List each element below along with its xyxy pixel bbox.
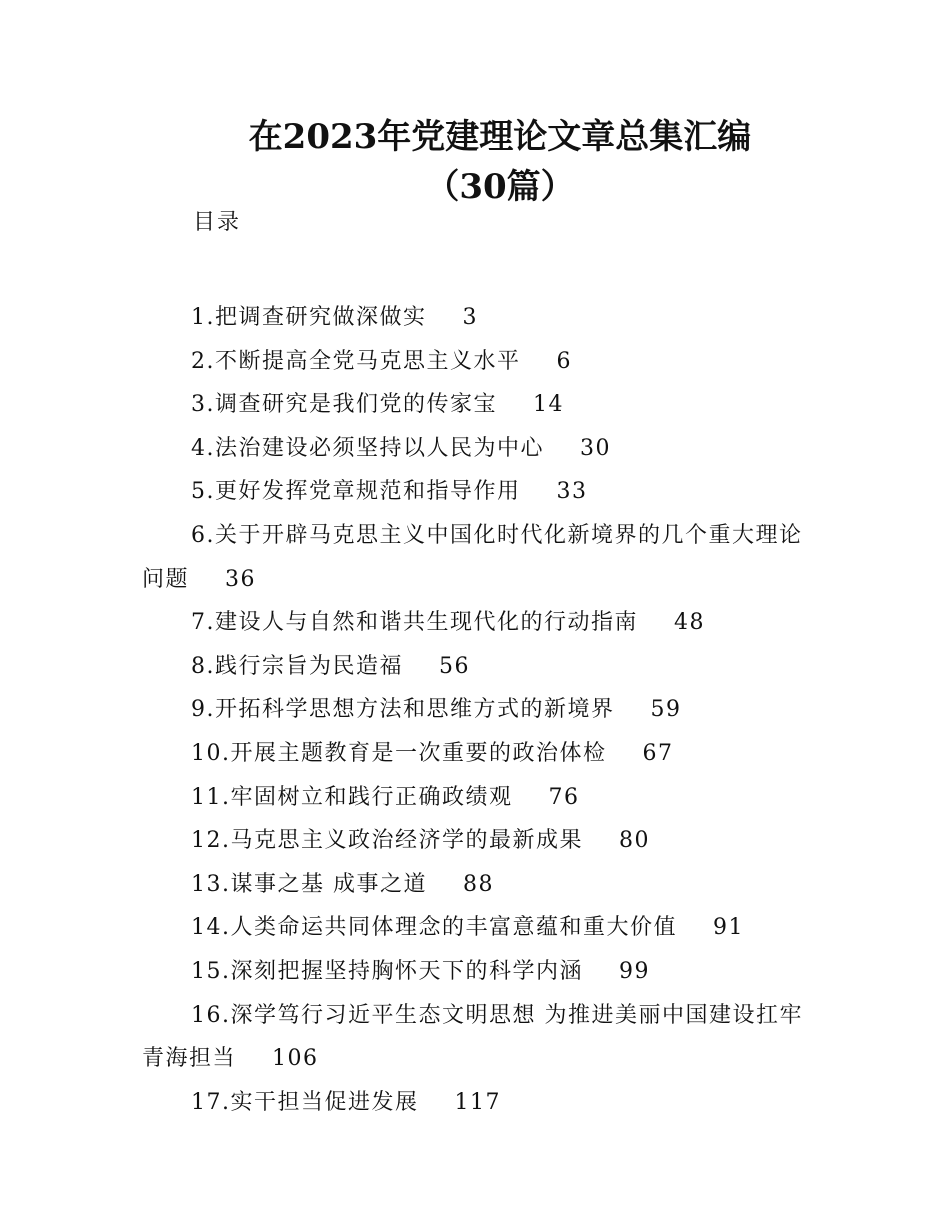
toc-entry[interactable] <box>142 688 822 732</box>
toc-entry-title: 10.开展主题教育是一次重要的政治体检 <box>191 740 607 766</box>
toc-entry[interactable] <box>142 1081 822 1125</box>
toc-entry-title: 4.法治建设必须坚持以人民为中心 <box>191 435 544 461</box>
table-of-contents <box>142 296 822 1124</box>
toc-entry-page-number: 36 <box>225 566 257 592</box>
toc-entry-page-number: 59 <box>650 697 682 723</box>
toc-entry-title: 3.调查研究是我们党的传家宝 <box>191 392 497 418</box>
toc-entry-page-number: 33 <box>556 479 588 505</box>
toc-entry-title: 1.把调查研究做深做实 <box>191 305 427 330</box>
toc-entry[interactable] <box>142 470 822 514</box>
toc-entry-page-number: 106 <box>272 1046 319 1072</box>
document-title: 在2023年党建理论文章总集汇编（30篇） <box>248 117 752 207</box>
toc-entry-title: 13.谋事之基 成事之道 <box>191 871 427 897</box>
toc-entry[interactable] <box>142 340 822 384</box>
toc-entry-title: 8.践行宗旨为民造福 <box>191 653 403 679</box>
toc-entry[interactable] <box>142 819 822 863</box>
toc-entry-page-number: 91 <box>713 915 744 941</box>
toc-entry-page-number: 99 <box>619 958 650 984</box>
toc-entry-title: 6.关于开辟马克思主义中国化时代化新境界的几个重大理论问题 <box>142 522 803 592</box>
toc-entry-page-number: 56 <box>439 653 470 679</box>
toc-entry-page-number: 76 <box>548 784 580 810</box>
toc-entry-title: 2.不断提高全党马克思主义水平 <box>191 348 521 374</box>
toc-entry-title: 14.人类命运共同体理念的丰富意蕴和重大价值 <box>191 915 677 941</box>
toc-entry[interactable] <box>142 383 822 427</box>
toc-entry[interactable] <box>142 950 822 994</box>
toc-entry-title: 9.开拓科学思想方法和思维方式的新境界 <box>191 697 615 723</box>
toc-entry[interactable] <box>142 994 822 1081</box>
toc-entry-page-number: 3 <box>462 305 478 330</box>
toc-entry-page-number: 30 <box>580 435 611 461</box>
toc-entry-page-number: 48 <box>674 610 705 636</box>
toc-entry[interactable] <box>142 776 822 820</box>
toc-entry-page-number: 14 <box>533 392 564 418</box>
toc-entry-page-number: 117 <box>454 1089 501 1115</box>
toc-entry-page-number: 67 <box>642 740 674 766</box>
toc-entry[interactable] <box>142 732 822 776</box>
toc-entry-title: 15.深刻把握坚持胸怀天下的科学内涵 <box>191 958 583 984</box>
toc-entry[interactable] <box>142 645 822 689</box>
toc-entry-page-number: 80 <box>619 828 650 854</box>
toc-entry-title: 16.深学笃行习近平生态文明思想 为推进美丽中国建设扛牢青海担当 <box>142 1002 803 1072</box>
toc-entry[interactable] <box>142 296 822 340</box>
toc-entry[interactable] <box>142 601 822 645</box>
toc-entry-title: 5.更好发挥党章规范和指导作用 <box>191 479 521 505</box>
toc-entry-page-number: 88 <box>462 871 494 897</box>
toc-heading: 目录 <box>193 210 242 235</box>
toc-entry[interactable] <box>142 863 822 907</box>
toc-entry-title: 7.建设人与自然和谐共生现代化的行动指南 <box>191 610 638 636</box>
toc-entry-title: 17.实干担当促进发展 <box>191 1089 419 1115</box>
toc-entry-title: 11.牢固树立和践行正确政绩观 <box>191 784 513 810</box>
toc-entry[interactable] <box>142 427 822 471</box>
toc-entry-title: 12.马克思主义政治经济学的最新成果 <box>191 828 583 854</box>
toc-entry-page-number: 6 <box>556 348 572 374</box>
toc-entry[interactable] <box>142 514 822 601</box>
toc-entry[interactable] <box>142 906 822 950</box>
